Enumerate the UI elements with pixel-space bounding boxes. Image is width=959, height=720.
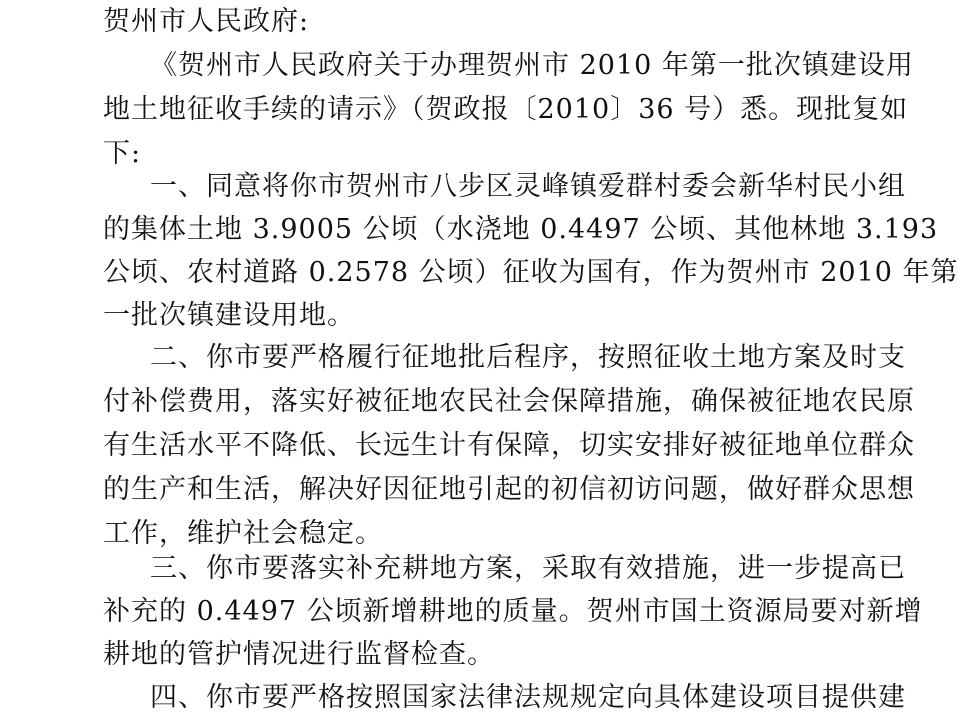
body-line: 下: [103, 138, 142, 169]
body-line: 付补偿费用，落实好被征地农民社会保障措施，确保被征地农民原 [103, 386, 915, 417]
body-line: 补充的 0.4497 公顷新增耕地的质量。贺州市国土资源局要对新增 [103, 596, 923, 627]
body-line: 一批次镇建设用地。 [103, 300, 355, 331]
body-line: 《贺州市人民政府关于办理贺州市 2010 年第一批次镇建设用 [150, 50, 914, 81]
body-line: 的生产和生活，解决好因征地引起的初信初访问题，做好群众思想 [103, 474, 915, 505]
body-line: 地土地征收手续的请示》（贺政报〔2010〕36 号）悉。现批复如 [103, 94, 909, 125]
body-line: 的集体土地 3.9005 公顷（水浇地 0.4497 公顷、其他林地 3.193 [103, 214, 939, 245]
addressee-line: 贺州市人民政府: [103, 6, 310, 37]
body-line: 工作，维护社会稳定。 [103, 518, 383, 549]
body-line: 公顷、农村道路 0.2578 公顷）征收为国有，作为贺州市 2010 年第 [103, 257, 959, 288]
body-line: 耕地的管护情况进行监督检查。 [103, 639, 495, 670]
body-line: 二、你市要严格履行征地批后程序，按照征收土地方案及时支 [150, 342, 906, 373]
body-line: 四、你市要严格按照国家法律法规规定向具体建设项目提供建 [150, 682, 906, 713]
body-line: 三、你市要落实补充耕地方案，采取有效措施，进一步提高已 [150, 553, 906, 584]
body-line: 一、同意将你市贺州市八步区灵峰镇爱群村委会新华村民小组 [150, 171, 906, 202]
body-line: 有生活水平不降低、长远生计有保障，切实安排好被征地单位群众 [103, 430, 915, 461]
